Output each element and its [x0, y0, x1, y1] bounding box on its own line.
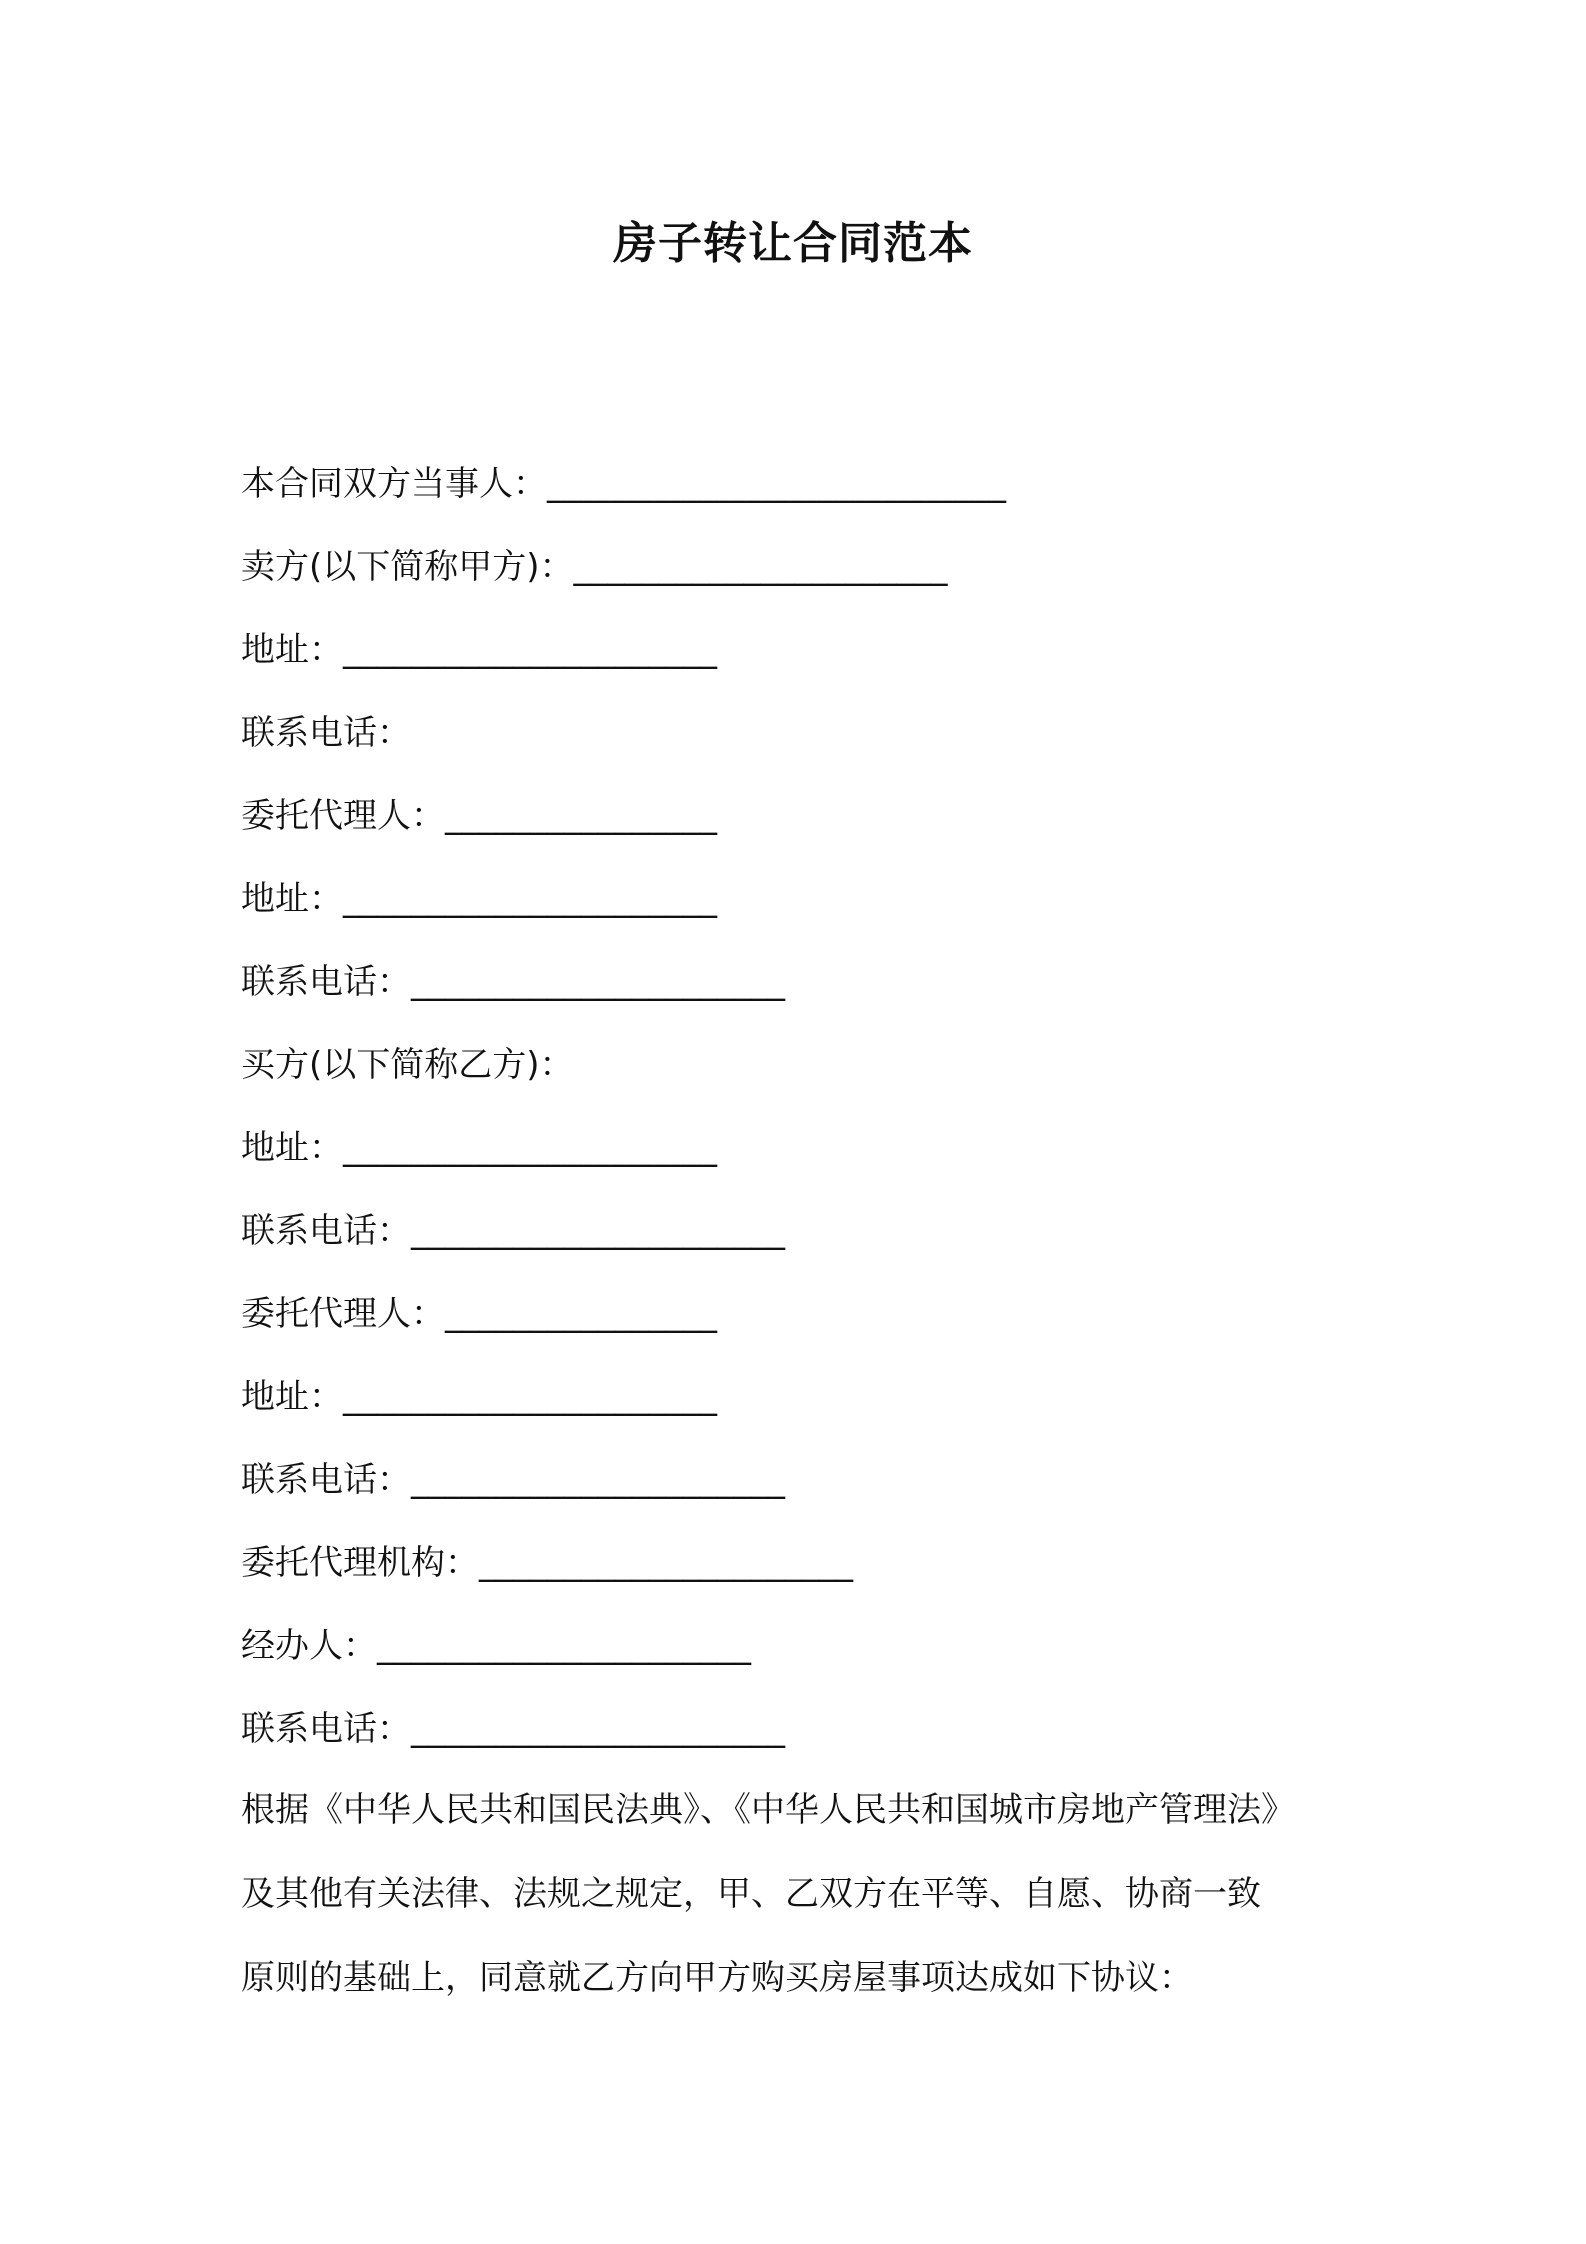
field-blank: ________________	[445, 1294, 717, 1334]
field-label: 委托代理机构：	[241, 1543, 479, 1583]
field-label: 买方(以下简称乙方)：	[241, 1045, 574, 1085]
field-blank: ______________________	[343, 879, 717, 919]
field-label: 联系电话：	[241, 1460, 411, 1500]
field-label: 委托代理人：	[241, 1294, 445, 1334]
field-blank: ______________________	[411, 1709, 785, 1749]
field-label: 联系电话：	[241, 1709, 411, 1749]
field-blank: ___________________________	[547, 464, 1006, 504]
paragraph-line: 原则的基础上，同意就乙方向甲方购买房屋事项达成如下协议：	[241, 1958, 1193, 1998]
field-label: 地址：	[241, 630, 343, 670]
preamble-paragraph	[241, 1778, 1361, 2030]
field-agency	[241, 1531, 1361, 1614]
field-blank: ______________________	[411, 962, 785, 1002]
field-handler	[241, 1614, 1361, 1697]
field-blank: ______________________	[377, 1626, 751, 1666]
paragraph-line: 根据《中华人民共和国民法典》、《中华人民共和国城市房地产管理法》	[241, 1790, 1295, 1830]
field-seller-address	[241, 618, 1361, 701]
field-seller-agent-phone	[241, 950, 1361, 1033]
field-label: 经办人：	[241, 1626, 377, 1666]
field-blank: ______________________	[573, 547, 948, 587]
field-buyer	[241, 1033, 1361, 1116]
field-label: 联系电话：	[241, 962, 411, 1002]
field-buyer-agent	[241, 1282, 1361, 1365]
field-blank: ________________	[445, 796, 717, 836]
field-parties	[241, 452, 1361, 535]
field-blank: ______________________	[411, 1460, 785, 1500]
field-buyer-address	[241, 1116, 1361, 1199]
field-seller-agent	[241, 784, 1361, 867]
field-blank: ______________________	[479, 1543, 853, 1583]
party-fields	[241, 452, 1361, 1780]
field-blank: ______________________	[343, 1128, 717, 1168]
field-blank: ______________________	[343, 1377, 717, 1417]
field-buyer-agent-phone	[241, 1448, 1361, 1531]
field-seller	[241, 535, 1361, 618]
field-label: 地址：	[241, 1128, 343, 1168]
field-seller-phone	[241, 701, 1361, 784]
field-label: 地址：	[241, 879, 343, 919]
field-label: 卖方(以下简称甲方)：	[241, 547, 574, 587]
field-buyer-agent-address	[241, 1365, 1361, 1448]
paragraph-line: 及其他有关法律、法规之规定，甲、乙双方在平等、自愿、协商一致	[241, 1874, 1261, 1914]
document-title: 房子转让合同范本	[613, 218, 973, 269]
field-label: 本合同双方当事人：	[241, 464, 547, 504]
field-handler-phone	[241, 1697, 1361, 1780]
field-seller-agent-address	[241, 867, 1361, 950]
field-blank: ______________________	[343, 630, 717, 670]
field-label: 地址：	[241, 1377, 343, 1417]
field-buyer-phone	[241, 1199, 1361, 1282]
field-label: 联系电话：	[241, 713, 411, 753]
field-label: 联系电话：	[241, 1211, 411, 1251]
field-label: 委托代理人：	[241, 796, 445, 836]
field-blank: ______________________	[411, 1211, 785, 1251]
